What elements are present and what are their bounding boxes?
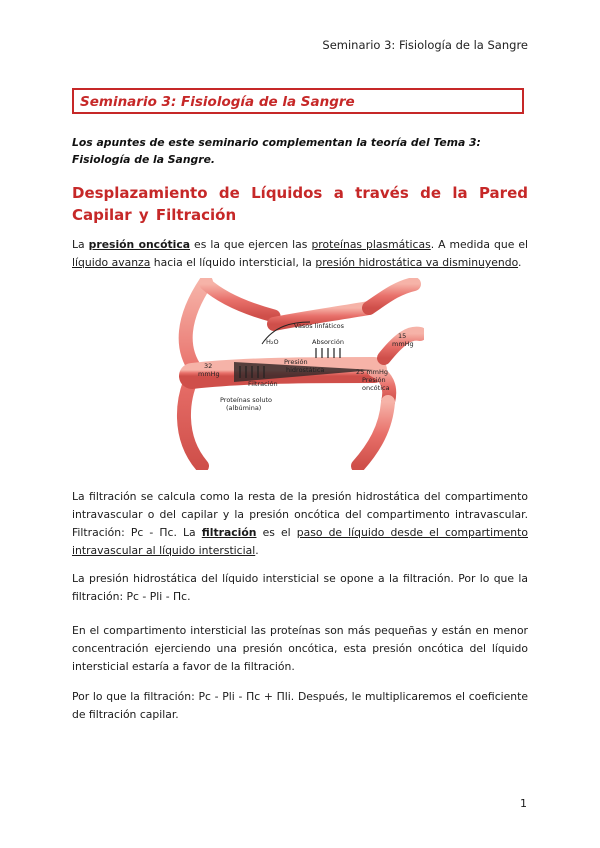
- text-run: La: [72, 238, 89, 251]
- term-filtracion: filtración: [201, 526, 257, 539]
- label-proteinas-a: Proteínas soluto: [220, 396, 273, 404]
- paragraph-3: La presión hidrostática del líquido intersticial se opone a la filtración. Por lo que la filtración: Pc - Pli - Πc.: [72, 572, 528, 603]
- section-heading: Desplazamiento de Líquidos a través de la Pared Capilar y Filtración: [72, 184, 528, 224]
- title-box: [72, 88, 524, 114]
- label-presion-h-b: hidrostática: [286, 366, 325, 374]
- running-header: Seminario 3: Fisiología de la Sangre: [322, 38, 528, 52]
- intro-text: Los apuntes de este seminario complementan la teoría del Tema 3: Fisiología de la Sangre.: [72, 136, 481, 166]
- text-run: .: [255, 544, 259, 557]
- text-run: es la que ejercen las: [190, 238, 312, 251]
- label-presion-o-b: oncótica: [362, 384, 390, 392]
- paragraph-2: [72, 488, 528, 560]
- label-32: 32: [204, 362, 213, 370]
- paragraph-1: [72, 236, 528, 272]
- label-absorcion: Absorción: [312, 338, 344, 346]
- label-25: 25 mmHg: [356, 368, 389, 376]
- label-h2o: H₂O: [266, 338, 279, 346]
- label-vasos: Vasos linfáticos: [294, 322, 345, 330]
- text-run: es el: [256, 526, 297, 539]
- text-run: .: [518, 256, 522, 269]
- paragraph-5: Por lo que la filtración: Pc - Pli - Πc + Πli. Después, le multiplicaremos el coeficiente de filtración capilar.: [72, 690, 528, 721]
- page-title: Seminario 3: Fisiología de la Sangre: [80, 94, 355, 110]
- label-presion-o-a: Presión: [362, 376, 386, 384]
- term-liquido-avanza: líquido avanza: [72, 256, 151, 269]
- text-run: . A medida que el: [430, 238, 528, 251]
- label-32-unit: mmHg: [198, 370, 220, 378]
- term-paso-liquido: paso de líquido desde el compartimento intravascular al líquido intersticial: [72, 526, 528, 557]
- paragraph-4: En el compartimento intersticial las proteínas son más pequeñas y están en menor concentración ejerciendo una presión oncótica, esta presión oncótica del líquido intersticial estaría a favor de la filtración.: [72, 624, 528, 673]
- term-presion-hidrostatica: presión hidrostática va disminuyendo: [315, 256, 519, 269]
- label-proteinas-b: (albúmina): [226, 404, 262, 412]
- label-15: 15: [398, 332, 407, 340]
- label-filtracion: Filtración: [248, 380, 278, 388]
- text-run: La filtración se calcula como la resta de la presión hidrostática del compartimento intravascular o del capilar y la presión oncótica del compartimento intravascular. Filtración: Pc - Πc. La: [72, 490, 528, 539]
- page-number: 1: [520, 797, 527, 810]
- text-run: hacia el líquido intersticial, la: [150, 256, 316, 269]
- term-presion-oncotica: presión oncótica: [88, 238, 191, 251]
- term-proteinas: proteínas plasmáticas: [311, 238, 431, 251]
- label-presion-h-a: Presión: [284, 358, 308, 366]
- capillary-figure: [174, 278, 424, 470]
- label-15-unit: mmHg: [392, 340, 414, 348]
